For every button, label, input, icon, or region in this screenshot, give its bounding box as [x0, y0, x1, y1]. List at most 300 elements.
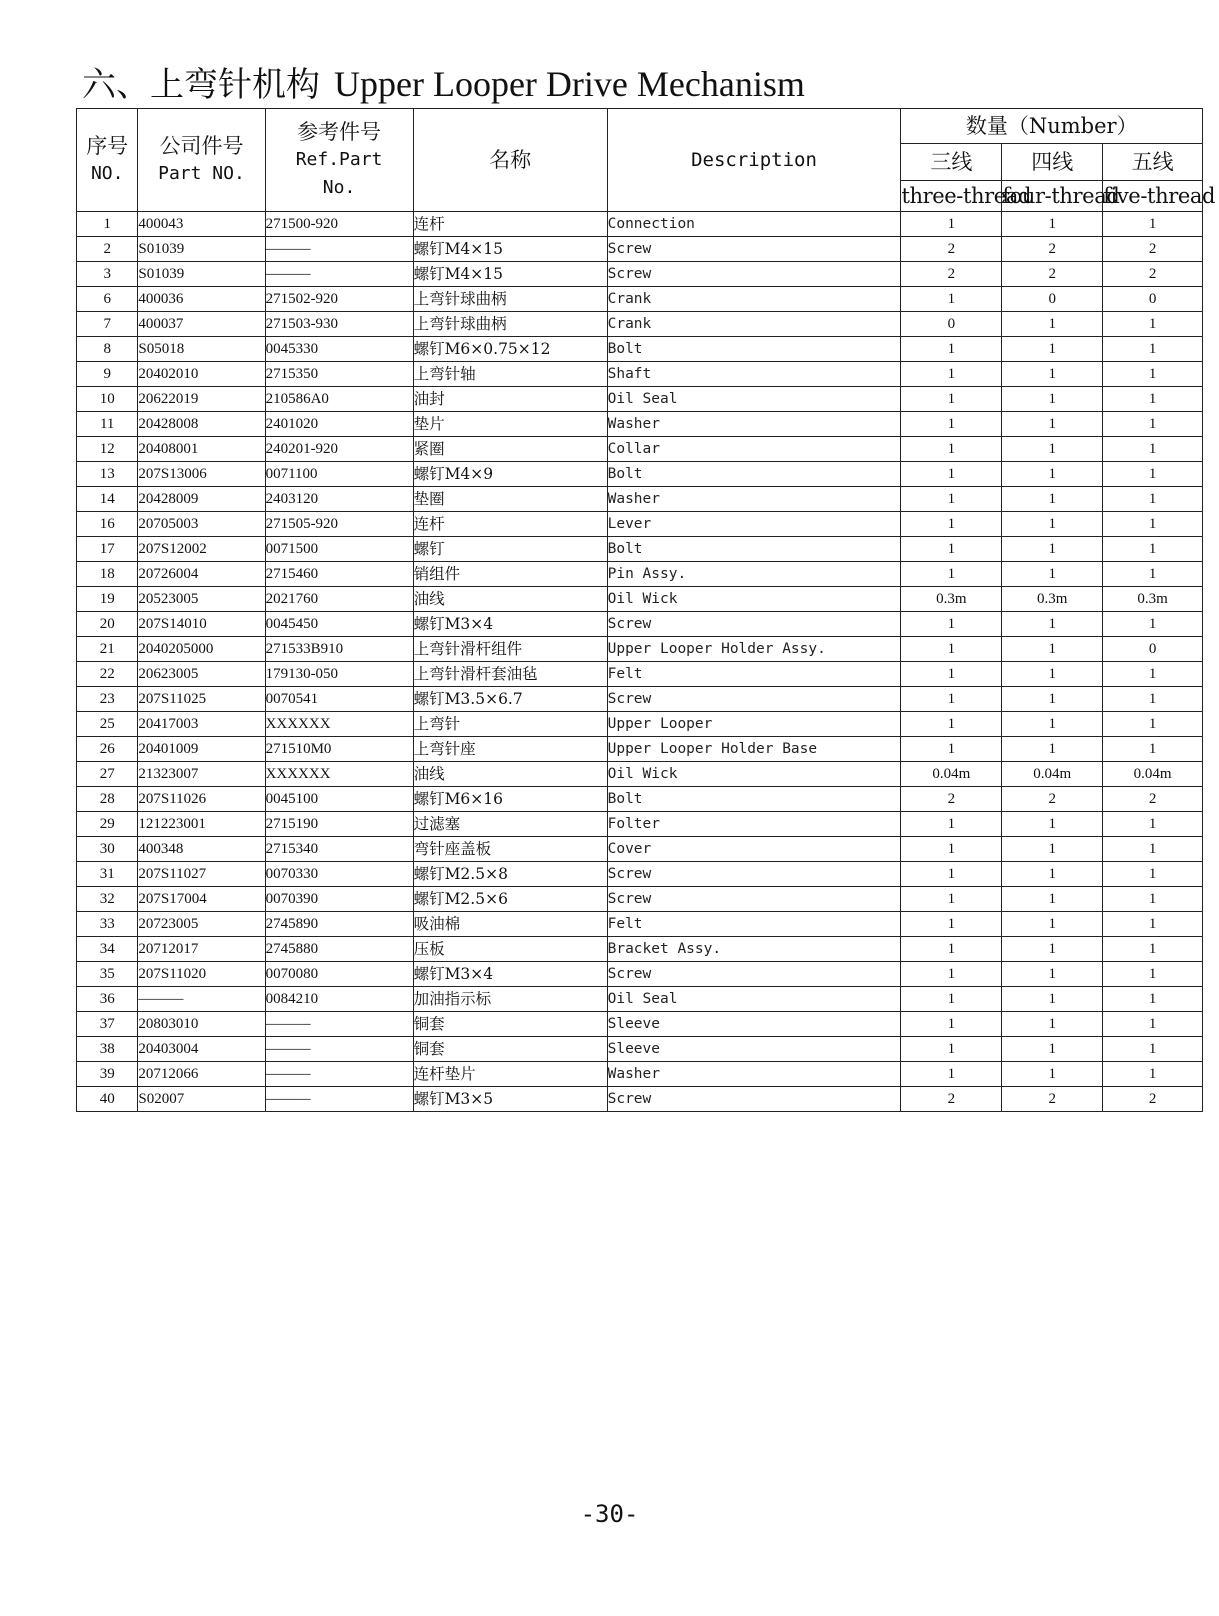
- cell-name: 过滤塞: [413, 812, 607, 837]
- cell-no: 3: [77, 262, 138, 287]
- cell-no: 13: [77, 462, 138, 487]
- cell-part: 400043: [138, 212, 265, 237]
- cell-q4: 1: [1002, 887, 1103, 912]
- table-row: [77, 437, 1203, 462]
- cell-q5: 1: [1103, 987, 1203, 1012]
- cell-desc: Screw: [607, 237, 901, 262]
- cell-desc: Sleeve: [607, 1037, 901, 1062]
- cell-no: 21: [77, 637, 138, 662]
- cell-desc: Collar: [607, 437, 901, 462]
- table-row: [77, 312, 1203, 337]
- cell-part: 20523005: [138, 587, 265, 612]
- cell-no: 2: [77, 237, 138, 262]
- cell-desc: Sleeve: [607, 1012, 901, 1037]
- cell-desc: Washer: [607, 487, 901, 512]
- cell-part: 400348: [138, 837, 265, 862]
- cell-q5: 1: [1103, 1037, 1203, 1062]
- cell-name: 螺钉M4×15: [413, 262, 607, 287]
- cell-name: 螺钉M3×5: [413, 1087, 607, 1112]
- cell-q3: 0.3m: [901, 587, 1002, 612]
- cell-no: 25: [77, 712, 138, 737]
- cell-q3: 1: [901, 487, 1002, 512]
- cell-ref: ———: [265, 1062, 413, 1087]
- cell-part: 207S14010: [138, 612, 265, 637]
- cell-name: 螺钉M6×0.75×12: [413, 337, 607, 362]
- cell-name: 铜套: [413, 1012, 607, 1037]
- header-description: Description: [607, 109, 901, 212]
- cell-name: 螺钉M6×16: [413, 787, 607, 812]
- cell-q3: 0.04m: [901, 762, 1002, 787]
- cell-no: 11: [77, 412, 138, 437]
- cell-no: 6: [77, 287, 138, 312]
- cell-desc: Screw: [607, 612, 901, 637]
- table-row: [77, 637, 1203, 662]
- cell-q3: 1: [901, 337, 1002, 362]
- cell-part: 20705003: [138, 512, 265, 537]
- table-row: [77, 987, 1203, 1012]
- cell-part: 20803010: [138, 1012, 265, 1037]
- cell-q3: 1: [901, 812, 1002, 837]
- cell-ref: 0045330: [265, 337, 413, 362]
- cell-q3: 1: [901, 837, 1002, 862]
- cell-q4: 1: [1002, 212, 1103, 237]
- cell-desc: Screw: [607, 862, 901, 887]
- cell-name: 上弯针: [413, 712, 607, 737]
- cell-ref: 2715340: [265, 837, 413, 862]
- cell-q3: 1: [901, 387, 1002, 412]
- cell-desc: Oil Wick: [607, 587, 901, 612]
- cell-name: 螺钉M3.5×6.7: [413, 687, 607, 712]
- table-row: [77, 537, 1203, 562]
- header-four-thread-en: four-thread: [1002, 181, 1103, 212]
- header-part-no: 公司件号 Part NO.: [138, 109, 265, 212]
- cell-part: 20723005: [138, 912, 265, 937]
- cell-ref: 0070541: [265, 687, 413, 712]
- cell-desc: Connection: [607, 212, 901, 237]
- cell-name: 螺钉M3×4: [413, 612, 607, 637]
- cell-desc: Oil Wick: [607, 762, 901, 787]
- cell-desc: Bolt: [607, 462, 901, 487]
- cell-desc: Crank: [607, 312, 901, 337]
- cell-desc: Screw: [607, 262, 901, 287]
- cell-name: 上弯针球曲柄: [413, 287, 607, 312]
- table-row: [77, 262, 1203, 287]
- cell-desc: Crank: [607, 287, 901, 312]
- cell-q4: 2: [1002, 787, 1103, 812]
- cell-q3: 1: [901, 1062, 1002, 1087]
- cell-no: 12: [77, 437, 138, 462]
- cell-part: S01039: [138, 237, 265, 262]
- cell-q4: 1: [1002, 812, 1103, 837]
- table-row: [77, 787, 1203, 812]
- cell-ref: XXXXXX: [265, 712, 413, 737]
- cell-name: 垫片: [413, 412, 607, 437]
- table-row: [77, 412, 1203, 437]
- cell-name: 上弯针滑杆套油毡: [413, 662, 607, 687]
- table-row: [77, 462, 1203, 487]
- cell-no: 34: [77, 937, 138, 962]
- cell-desc: Bolt: [607, 787, 901, 812]
- cell-ref: ———: [265, 1037, 413, 1062]
- table-row: [77, 737, 1203, 762]
- cell-q3: 1: [901, 1037, 1002, 1062]
- cell-q5: 1: [1103, 337, 1203, 362]
- cell-q4: 1: [1002, 1062, 1103, 1087]
- cell-q4: 2: [1002, 262, 1103, 287]
- header-three-thread-cn: 三线: [901, 144, 1002, 181]
- cell-no: 17: [77, 537, 138, 562]
- cell-part: 20712017: [138, 937, 265, 962]
- cell-name: 螺钉M3×4: [413, 962, 607, 987]
- cell-q4: 1: [1002, 362, 1103, 387]
- cell-part: 20428008: [138, 412, 265, 437]
- page-number: -30-: [580, 1500, 639, 1528]
- cell-q5: 0: [1103, 287, 1203, 312]
- cell-no: 1: [77, 212, 138, 237]
- cell-q5: 1: [1103, 312, 1203, 337]
- cell-q3: 1: [901, 687, 1002, 712]
- cell-q4: 1: [1002, 612, 1103, 637]
- cell-q3: 1: [901, 412, 1002, 437]
- cell-desc: Washer: [607, 412, 901, 437]
- cell-no: 19: [77, 587, 138, 612]
- cell-q5: 1: [1103, 487, 1203, 512]
- table-row: [77, 962, 1203, 987]
- cell-q4: 1: [1002, 537, 1103, 562]
- cell-q3: 1: [901, 962, 1002, 987]
- cell-q3: 1: [901, 362, 1002, 387]
- cell-part: 207S12002: [138, 537, 265, 562]
- cell-q5: 1: [1103, 1062, 1203, 1087]
- cell-name: 弯针座盖板: [413, 837, 607, 862]
- cell-q3: 1: [901, 537, 1002, 562]
- cell-q5: 1: [1103, 1012, 1203, 1037]
- cell-name: 销组件: [413, 562, 607, 587]
- cell-part: 20403004: [138, 1037, 265, 1062]
- cell-q4: 1: [1002, 862, 1103, 887]
- cell-desc: Washer: [607, 1062, 901, 1087]
- cell-q5: 1: [1103, 962, 1203, 987]
- cell-q3: 1: [901, 612, 1002, 637]
- cell-desc: Bracket Assy.: [607, 937, 901, 962]
- cell-ref: 271510M0: [265, 737, 413, 762]
- cell-q5: 2: [1103, 237, 1203, 262]
- cell-no: 7: [77, 312, 138, 337]
- table-row: [77, 362, 1203, 387]
- header-quantity: 数量（Number）: [901, 109, 1203, 144]
- table-body: [77, 212, 1203, 1112]
- cell-ref: 2715190: [265, 812, 413, 837]
- cell-desc: Cover: [607, 837, 901, 862]
- table-row: [77, 912, 1203, 937]
- cell-q5: 2: [1103, 1087, 1203, 1112]
- cell-name: 上弯针轴: [413, 362, 607, 387]
- cell-part: 20726004: [138, 562, 265, 587]
- cell-no: 29: [77, 812, 138, 837]
- cell-ref: 2715460: [265, 562, 413, 587]
- cell-no: 27: [77, 762, 138, 787]
- cell-ref: 2745880: [265, 937, 413, 962]
- cell-ref: 0045100: [265, 787, 413, 812]
- cell-desc: Bolt: [607, 537, 901, 562]
- cell-q3: 2: [901, 1087, 1002, 1112]
- cell-desc: Screw: [607, 1087, 901, 1112]
- cell-q3: 2: [901, 262, 1002, 287]
- cell-name: 上弯针球曲柄: [413, 312, 607, 337]
- cell-part: 207S13006: [138, 462, 265, 487]
- cell-desc: Felt: [607, 662, 901, 687]
- cell-q5: 1: [1103, 212, 1203, 237]
- cell-q5: 1: [1103, 737, 1203, 762]
- table-row: [77, 1087, 1203, 1112]
- cell-no: 31: [77, 862, 138, 887]
- table-row: [77, 287, 1203, 312]
- cell-q3: 1: [901, 737, 1002, 762]
- cell-ref: 271533B910: [265, 637, 413, 662]
- cell-no: 40: [77, 1087, 138, 1112]
- cell-q5: 1: [1103, 362, 1203, 387]
- cell-part: 20622019: [138, 387, 265, 412]
- cell-no: 38: [77, 1037, 138, 1062]
- cell-q3: 1: [901, 662, 1002, 687]
- cell-q5: 0.04m: [1103, 762, 1203, 787]
- title-cn: 六、上弯针机构: [82, 65, 320, 105]
- cell-part: 20402010: [138, 362, 265, 387]
- cell-q4: 1: [1002, 487, 1103, 512]
- cell-no: 8: [77, 337, 138, 362]
- cell-desc: Oil Seal: [607, 387, 901, 412]
- cell-part: S01039: [138, 262, 265, 287]
- cell-name: 油线: [413, 587, 607, 612]
- cell-q3: 1: [901, 212, 1002, 237]
- cell-q3: 0: [901, 312, 1002, 337]
- table-row: [77, 1062, 1203, 1087]
- cell-part: ———: [138, 987, 265, 1012]
- cell-no: 20: [77, 612, 138, 637]
- cell-desc: Oil Seal: [607, 987, 901, 1012]
- cell-q3: 1: [901, 987, 1002, 1012]
- cell-q5: 1: [1103, 612, 1203, 637]
- cell-name: 吸油棉: [413, 912, 607, 937]
- cell-q4: 0: [1002, 287, 1103, 312]
- cell-no: 18: [77, 562, 138, 587]
- header-four-thread-cn: 四线: [1002, 144, 1103, 181]
- cell-q4: 1: [1002, 337, 1103, 362]
- cell-desc: Lever: [607, 512, 901, 537]
- cell-q4: 0.3m: [1002, 587, 1103, 612]
- table-row: [77, 937, 1203, 962]
- cell-no: 33: [77, 912, 138, 937]
- cell-ref: 0084210: [265, 987, 413, 1012]
- cell-q4: 1: [1002, 312, 1103, 337]
- cell-q3: 1: [901, 562, 1002, 587]
- cell-part: 20623005: [138, 662, 265, 687]
- cell-q4: 1: [1002, 987, 1103, 1012]
- cell-name: 紧圈: [413, 437, 607, 462]
- cell-q3: 1: [901, 862, 1002, 887]
- cell-desc: Felt: [607, 912, 901, 937]
- cell-name: 螺钉M4×9: [413, 462, 607, 487]
- cell-part: 20428009: [138, 487, 265, 512]
- cell-ref: ———: [265, 1012, 413, 1037]
- cell-part: 207S11025: [138, 687, 265, 712]
- table-row: [77, 337, 1203, 362]
- cell-ref: 2401020: [265, 412, 413, 437]
- cell-desc: Screw: [607, 687, 901, 712]
- cell-no: 22: [77, 662, 138, 687]
- cell-q4: 1: [1002, 687, 1103, 712]
- table-row: [77, 762, 1203, 787]
- cell-q5: 0.3m: [1103, 587, 1203, 612]
- cell-q4: 1: [1002, 512, 1103, 537]
- cell-name: 连杆: [413, 212, 607, 237]
- cell-part: S05018: [138, 337, 265, 362]
- cell-q4: 1: [1002, 1037, 1103, 1062]
- table-row: [77, 812, 1203, 837]
- cell-name: 上弯针座: [413, 737, 607, 762]
- cell-no: 26: [77, 737, 138, 762]
- cell-q5: 1: [1103, 862, 1203, 887]
- cell-desc: Folter: [607, 812, 901, 837]
- table-header: [77, 109, 1216, 212]
- parts-table: [76, 108, 1216, 1112]
- cell-name: 加油指示标: [413, 987, 607, 1012]
- table-row: [77, 837, 1203, 862]
- header-three-thread-en: three-thread: [901, 181, 1002, 212]
- cell-q4: 1: [1002, 662, 1103, 687]
- table-row: [77, 1037, 1203, 1062]
- cell-name: 螺钉M4×15: [413, 237, 607, 262]
- table-row: [77, 487, 1203, 512]
- cell-ref: 271502-920: [265, 287, 413, 312]
- cell-q4: 1: [1002, 1012, 1103, 1037]
- cell-no: 35: [77, 962, 138, 987]
- cell-ref: 0071500: [265, 537, 413, 562]
- cell-q3: 1: [901, 712, 1002, 737]
- cell-part: 207S11020: [138, 962, 265, 987]
- cell-part: 207S17004: [138, 887, 265, 912]
- cell-name: 连杆: [413, 512, 607, 537]
- header-name: 名称: [413, 109, 607, 212]
- cell-q5: 1: [1103, 837, 1203, 862]
- cell-part: S02007: [138, 1087, 265, 1112]
- cell-desc: Upper Looper: [607, 712, 901, 737]
- cell-ref: ———: [265, 1087, 413, 1112]
- cell-q4: 1: [1002, 737, 1103, 762]
- cell-name: 油封: [413, 387, 607, 412]
- cell-q3: 1: [901, 1012, 1002, 1037]
- cell-name: 压板: [413, 937, 607, 962]
- cell-desc: Upper Looper Holder Base: [607, 737, 901, 762]
- cell-q3: 2: [901, 787, 1002, 812]
- page-title: [82, 58, 805, 111]
- table-row: [77, 562, 1203, 587]
- cell-desc: Upper Looper Holder Assy.: [607, 637, 901, 662]
- title-en: Upper Looper Drive Mechanism: [334, 64, 805, 104]
- cell-ref: ———: [265, 262, 413, 287]
- cell-q5: 1: [1103, 512, 1203, 537]
- table-row: [77, 862, 1203, 887]
- cell-ref: 210586A0: [265, 387, 413, 412]
- cell-part: 207S11026: [138, 787, 265, 812]
- cell-no: 16: [77, 512, 138, 537]
- header-ref-part: 参考件号 Ref.Part No.: [265, 109, 413, 212]
- cell-name: 螺钉M2.5×6: [413, 887, 607, 912]
- cell-ref: 271505-920: [265, 512, 413, 537]
- cell-part: 121223001: [138, 812, 265, 837]
- cell-no: 32: [77, 887, 138, 912]
- cell-part: 400036: [138, 287, 265, 312]
- cell-no: 14: [77, 487, 138, 512]
- cell-ref: 271500-920: [265, 212, 413, 237]
- cell-q4: 1: [1002, 962, 1103, 987]
- cell-ref: 2715350: [265, 362, 413, 387]
- cell-no: 9: [77, 362, 138, 387]
- cell-q5: 2: [1103, 787, 1203, 812]
- cell-q5: 1: [1103, 937, 1203, 962]
- cell-q5: 1: [1103, 437, 1203, 462]
- cell-name: 铜套: [413, 1037, 607, 1062]
- cell-q3: 1: [901, 637, 1002, 662]
- cell-no: 23: [77, 687, 138, 712]
- table-row: [77, 662, 1203, 687]
- cell-q3: 2: [901, 237, 1002, 262]
- cell-ref: 0070390: [265, 887, 413, 912]
- cell-ref: 271503-930: [265, 312, 413, 337]
- cell-q5: 1: [1103, 687, 1203, 712]
- cell-part: 20401009: [138, 737, 265, 762]
- cell-q3: 1: [901, 937, 1002, 962]
- cell-name: 垫圈: [413, 487, 607, 512]
- cell-part: 400037: [138, 312, 265, 337]
- cell-ref: 0045450: [265, 612, 413, 637]
- table-row: [77, 687, 1203, 712]
- cell-name: 连杆垫片: [413, 1062, 607, 1087]
- cell-q3: 1: [901, 462, 1002, 487]
- cell-no: 10: [77, 387, 138, 412]
- cell-ref: 0071100: [265, 462, 413, 487]
- cell-q3: 1: [901, 437, 1002, 462]
- table-row: [77, 512, 1203, 537]
- table-row: [77, 237, 1203, 262]
- cell-q5: 1: [1103, 537, 1203, 562]
- cell-q4: 1: [1002, 562, 1103, 587]
- cell-q4: 2: [1002, 1087, 1103, 1112]
- table-row: [77, 587, 1203, 612]
- cell-q5: 1: [1103, 887, 1203, 912]
- table-row: [77, 612, 1203, 637]
- cell-q4: 2: [1002, 237, 1103, 262]
- cell-q5: 0: [1103, 637, 1203, 662]
- cell-name: 上弯针滑杆组件: [413, 637, 607, 662]
- cell-ref: 0070080: [265, 962, 413, 987]
- cell-part: 21323007: [138, 762, 265, 787]
- cell-q5: 1: [1103, 662, 1203, 687]
- cell-q4: 1: [1002, 837, 1103, 862]
- cell-q5: 1: [1103, 562, 1203, 587]
- cell-name: 油线: [413, 762, 607, 787]
- cell-part: 20712066: [138, 1062, 265, 1087]
- cell-no: 39: [77, 1062, 138, 1087]
- header-five-thread-cn: 五线: [1103, 144, 1203, 181]
- cell-q4: 1: [1002, 387, 1103, 412]
- cell-ref: 240201-920: [265, 437, 413, 462]
- cell-q3: 1: [901, 887, 1002, 912]
- cell-ref: 179130-050: [265, 662, 413, 687]
- cell-q5: 2: [1103, 262, 1203, 287]
- cell-ref: 2021760: [265, 587, 413, 612]
- table-row: [77, 887, 1203, 912]
